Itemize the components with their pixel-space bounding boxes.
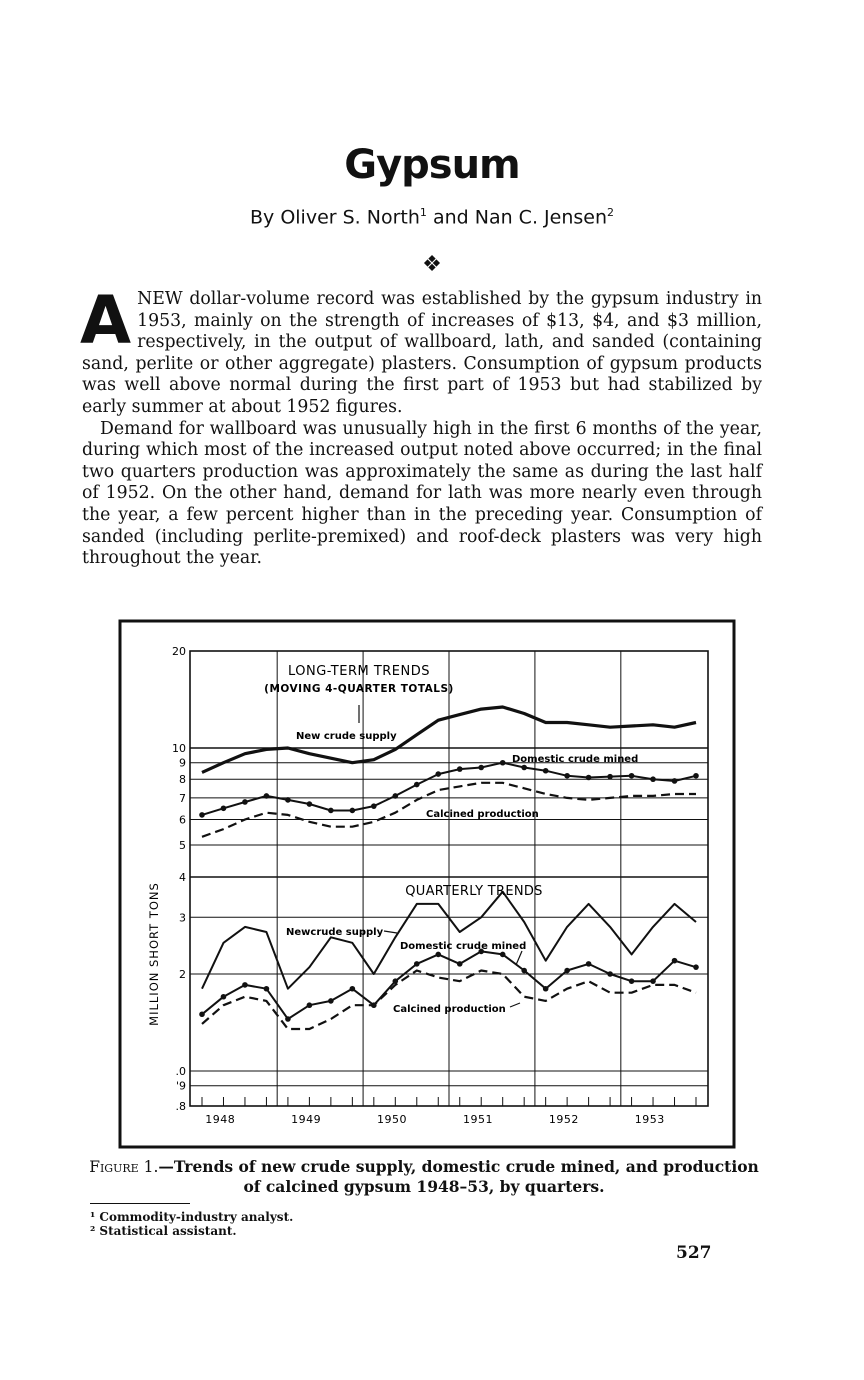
quarterly-data-point — [629, 978, 635, 984]
long-term-data-point — [457, 766, 463, 772]
y-tick-label: 6 — [179, 813, 186, 827]
long-term-data-point — [672, 778, 678, 784]
y-tick-label: 2 — [179, 968, 186, 981]
footnote-divider — [90, 1203, 190, 1204]
footnote-ref-2[interactable]: 2 — [607, 206, 614, 219]
paragraph-1 — [80, 282, 762, 419]
quarterly-data-point — [457, 961, 463, 967]
y-tick-label: 8 — [179, 773, 186, 787]
x-tick-label: 1948 — [205, 1113, 236, 1126]
y-axis-label: MILLION SHORT TONS — [147, 882, 161, 1026]
paragraph-2: Demand for wallboard was unusually high in the first 6 months of the year, during which most of the increased output noted above occurred; in the final two quarters production was approximately the same as during the last half of 1952. On the other hand, demand for lath was more nearly even through the year, a few percent higher than in the preceding year. Consumption of sanded (including perlite-premixed) and roof-deck plasters was very high throughout the year. — [82, 418, 762, 569]
quarterly-data-point — [264, 986, 270, 992]
panel-title-long-term: LONG-TERM TRENDS — [287, 664, 431, 679]
y-tick-label: 9 — [179, 756, 186, 770]
long-term-data-point — [543, 768, 549, 774]
paragraph-1-text: NEW dollar-volume record was established by the gypsum industry in 1953, mainly on the strength of increases of $13, $4, and $3 million, respectively, in the output of wallboard, lath, and sanded (containing sand, perlite or other aggregate) plasters. Consumption of gypsum products was well above normal during the first part of 1953 but had stabilized by early summer at about 1952 figures. — [82, 289, 762, 417]
long-term-data-point — [199, 812, 205, 818]
long-term-data-point — [435, 771, 441, 777]
long-term-data-point — [371, 803, 377, 809]
long-term-data-point — [500, 760, 506, 766]
long-term-data-point — [221, 805, 227, 811]
x-tick-label: 1952 — [548, 1113, 579, 1126]
long-term-data-point — [350, 808, 356, 814]
quarterly-data-point — [564, 968, 570, 974]
quarterly-data-point — [586, 961, 592, 967]
quarterly-data-point — [607, 971, 613, 977]
quarterly-data-point — [328, 998, 334, 1004]
footnotes — [90, 1210, 293, 1238]
ornament-icon: ❖ — [422, 252, 442, 277]
q-series-label-new-crude: Newcrude supply — [286, 927, 384, 938]
long-term-data-point — [393, 793, 399, 799]
quarterly-data-point — [543, 986, 549, 992]
long-term-data-point — [521, 765, 527, 771]
quarterly-data-point — [435, 952, 441, 958]
long-term-data-point — [307, 801, 313, 807]
x-tick-label: 1950 — [377, 1113, 408, 1126]
series-label-new-crude: New crude supply — [296, 731, 397, 742]
quarterly-data-point — [500, 952, 506, 958]
series-label-calcined: Calcined production — [426, 809, 539, 820]
y-tick-label: .8 — [175, 1100, 186, 1113]
y-tick-label: 20 — [172, 645, 186, 658]
y-tick-label: 7 — [179, 791, 186, 805]
quarterly-data-point — [650, 978, 656, 984]
long-term-data-point — [607, 774, 613, 780]
article-body — [80, 282, 762, 570]
long-term-data-point — [285, 797, 291, 803]
author-2: and Nan C. Jensen — [432, 206, 607, 229]
byline — [0, 206, 864, 228]
x-tick-label: 1949 — [291, 1113, 322, 1126]
q-series-label-calcined: Calcined production — [393, 1004, 506, 1015]
article-title: Gypsum — [344, 142, 520, 188]
quarterly-data-point — [221, 994, 227, 1000]
quarterly-data-point — [199, 1011, 205, 1017]
series-label-domestic-crude: Domestic crude mined — [512, 754, 639, 765]
long-term-data-point — [586, 775, 592, 781]
quarterly-data-point — [393, 978, 399, 984]
quarterly-data-point — [414, 961, 420, 967]
long-term-data-point — [478, 765, 484, 771]
y-tick-label: 4 — [179, 871, 186, 884]
quarterly-data-point — [285, 1016, 291, 1022]
figure-caption — [82, 1157, 766, 1196]
x-tick-label: 1951 — [462, 1113, 493, 1126]
footnote-ref-1[interactable]: 1 — [419, 206, 427, 219]
y-tick-label: 10 — [172, 742, 186, 755]
quarterly-data-point — [693, 964, 699, 970]
y-tick-label: '9 — [175, 1079, 186, 1093]
long-term-data-point — [328, 808, 334, 814]
long-term-data-point — [629, 773, 635, 779]
panel-subtitle-long-term: (MOVING 4-QUARTER TOTALS) — [264, 683, 454, 695]
quarterly-data-point — [521, 968, 527, 974]
y-tick-label: .0 — [175, 1065, 186, 1078]
figure-caption-label: Figure 1. — [89, 1158, 159, 1176]
panel-title-quarterly: QUARTERLY TRENDS — [405, 884, 543, 899]
footnote-2: ² Statistical assistant. — [90, 1224, 237, 1238]
quarterly-data-point — [350, 986, 356, 992]
q-series-label-domestic: Domestic crude mined — [400, 941, 527, 952]
footnote-1: ¹ Commodity-industry analyst. — [90, 1210, 294, 1224]
drop-cap: A — [80, 282, 132, 359]
author-1: By Oliver S. North — [250, 206, 420, 229]
trend-chart — [118, 619, 736, 1149]
quarterly-data-point — [307, 1002, 313, 1008]
figure-caption-text: —Trends of new crude supply, domestic crude mined, and production of calcined gypsum 1948–53, by quarters. — [158, 1157, 759, 1196]
x-tick-label: 1953 — [634, 1113, 665, 1126]
long-term-data-point — [264, 793, 270, 799]
long-term-data-point — [650, 776, 656, 782]
y-tick-label: 3 — [179, 911, 186, 925]
quarterly-data-point — [242, 982, 248, 988]
page-number: 527 — [676, 1243, 712, 1263]
y-tick-label: 5 — [179, 839, 186, 852]
long-term-data-point — [564, 773, 570, 779]
long-term-data-point — [242, 799, 248, 805]
quarterly-data-point — [672, 958, 678, 964]
long-term-data-point — [693, 773, 699, 779]
long-term-data-point — [414, 782, 420, 788]
